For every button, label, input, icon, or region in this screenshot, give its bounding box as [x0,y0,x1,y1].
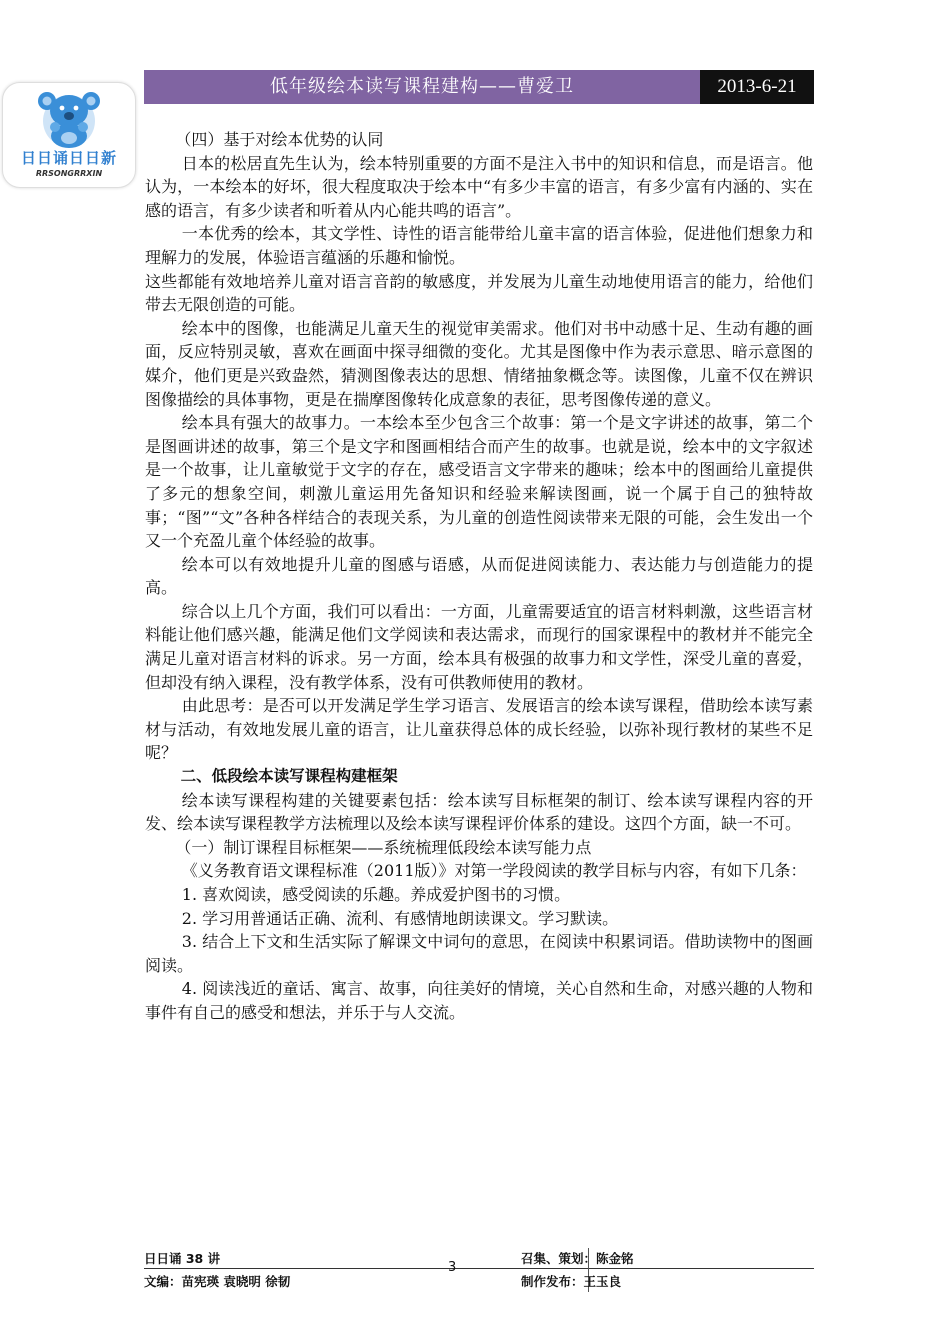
list-item: 4. 阅读浅近的童话、寓言、故事，向往美好的情境，关心自然和生命，对感兴趣的人物和事件有自己的感受和想法，并乐于与人交流。 [145,979,813,1022]
footer-rule [144,1268,814,1269]
footer-publisher: 制作发布：王玉良 [521,1274,622,1289]
list-item: 3. 结合上下文和生活实际了解课文中词句的意思，在阅读中积累词语。借助读物中的图画阅读。 [145,932,813,975]
document-body [145,128,813,1025]
section-subheading: （四）基于对绘本优势的认同 [175,130,384,149]
paragraph: 由此思考：是否可以开发满足学生学习语言、发展语言的绘本读写课程，借助绘本读写素材与活动，有效地发展儿童的语言，让儿童获得总体的成长经验，以弥补现行教材的某些不足呢？ [145,696,813,763]
page-number: 3 [448,1260,457,1275]
footer-series: 日日诵 38 讲 [144,1251,221,1266]
footer-planner: 召集、策划：陈金铭 [521,1251,634,1266]
paragraph: 一本优秀的绘本，其文学性、诗性的语言能带给儿童丰富的语言体验，促进他们想象力和理解力的发展，体验语言蕴涵的乐趣和愉悦。 [145,224,813,267]
paragraph: 绘本可以有效地提升儿童的图感与语感，从而促进阅读能力、表达能力与创造能力的提高。 [145,554,813,598]
koala-logo-icon [31,87,107,149]
paragraph: 日本的松居直先生认为，绘本特别重要的方面不是注入书中的知识和信息，而是语言。他认为，一本绘本的好坏，很大程度取决于绘本中“有多少丰富的语言，有多少富有内涵的、实在感的语言，有多少读者和听着从内心能共鸣的语言”。 [145,153,813,220]
header-date: 2013-6-21 [700,70,814,104]
paragraph: 绘本读写课程构建的关键要素包括：绘本读写目标框架的制订、绘本读写课程内容的开发、绘本读写课程教学方法梳理以及绘本读写课程评价体系的建设。这四个方面，缺一不可。 [145,790,813,834]
paragraph: 绘本中的图像，也能满足儿童天生的视觉审美需求。他们对书中动感十足、生动有趣的画面，反应特别灵敏，喜欢在画面中探寻细微的变化。尤其是图像中作为表示意思、暗示意图的媒介，他们更是兴致盎然，猜测图像表达的思想、情绪抽象概念等。读图像，儿童不仅在辨识图像描绘的具体事物，更是在揣摩图像转化成意象的表征，思考图像传递的意义。 [145,318,813,409]
header-title: 低年级绘本读写课程建构——曹爱卫 [144,70,700,104]
footer-editors: 文编：苗宪瑛 袁晓明 徐韧 [144,1274,291,1289]
paragraph: 《义务教育语文课程标准（2011版）》对第一学段阅读的教学目标与内容，有如下几条： [181,861,807,881]
logo-subtitle: RRSONGRRXIN [35,169,103,178]
page-footer [144,1248,814,1292]
goal-list [145,883,813,1025]
logo [2,82,136,188]
logo-title: 日日诵日日新 [20,149,117,167]
list-item: 1. 喜欢阅读，感受阅读的乐趣。养成爱护图书的习惯。 [181,885,571,904]
section-subheading: （一）制订课程目标框架——系统梳理低段绘本读写能力点 [175,837,592,857]
paragraph: 绘本具有强大的故事力。一本绘本至少包含三个故事：第一个是文字讲述的故事，第二个是图画讲述的故事，第三个是文字和图画相结合而产生的故事。也就是说，绘本中的文字叙述是一个故事，让儿童敏觉于文字的存在，感受语言文字带来的趣味；绘本中的图画给儿童提供了多元的想象空间，刺激儿童运用先备知识和经验来解读图画，说一个属于自己的独特故事；“图”“文”各种各样结合的表现关系，为儿童的创造性阅读带来无限的可能，会生发出一个又一个充盈儿童个体经验的故事。 [145,413,813,551]
paragraph: 综合以上几个方面，我们可以看出：一方面，儿童需要适宜的语言材料刺激，这些语言材料能让他们感兴趣，能满足他们文学阅读和表达需求，而现行的国家课程中的教材并不能完全满足儿童对语言材料的诉求。另一方面，绘本具有极强的故事力和文学性，深受儿童的喜爱，但却没有纳入课程，没有教学体系，没有可供教师使用的教材。 [145,601,813,692]
paragraph: 这些都能有效地培养儿童对语言音韵的敏感度，并发展为儿童生动地使用语言的能力，给他们带去无限创造的可能。 [145,271,813,315]
section-heading: 二、低段绘本读写课程构建框架 [180,767,398,786]
list-item: 2. 学习用普通话正确、流利、有感情地朗读课文。学习默读。 [181,908,619,928]
